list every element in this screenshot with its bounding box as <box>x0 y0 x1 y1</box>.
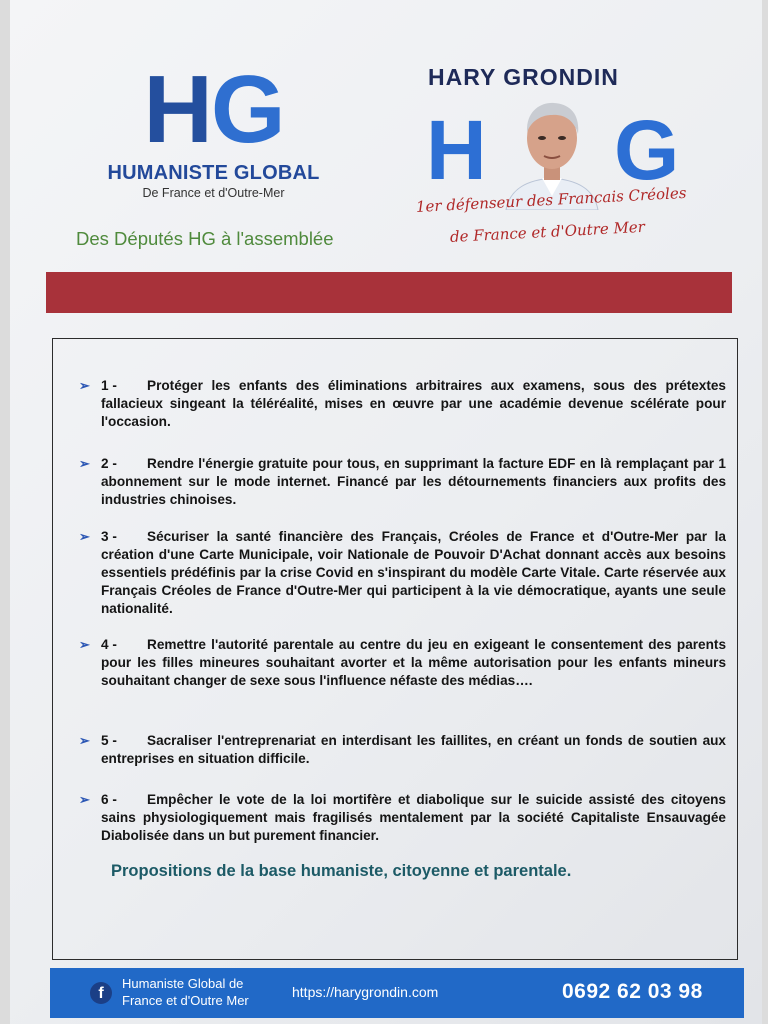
proposition-number: 5 - <box>101 733 117 748</box>
candidate-letter-g: G <box>614 103 680 197</box>
red-divider-band <box>46 272 732 313</box>
proposition-5 <box>79 732 726 768</box>
arrow-bullet-icon: ➢ <box>79 529 90 544</box>
proposition-text: Empêcher le vote de la loi mortifère et diabolique sur le suicide assisté des citoyens sains physiologiquement mais fragilisés mentalement par la société Capitaliste Ensauvagée Diabolisée dans un but purement financier. <box>101 792 726 843</box>
proposition-text: Protéger les enfants des éliminations arbitraires aux examens, sous des prétextes fallacieux singeant la téléréalité, mises en œuvre par une académie devenue scélérate pour l'occasion. <box>101 378 726 429</box>
phone-number[interactable]: 0692 62 03 98 <box>562 980 703 1003</box>
arrow-bullet-icon: ➢ <box>79 637 90 652</box>
tagline-line-1: 1er défenseur des Francais Créoles <box>415 183 687 216</box>
flyer-sheet <box>10 0 762 1024</box>
hg-logo <box>106 56 321 200</box>
party-name: HUMANISTE GLOBAL <box>107 162 320 184</box>
facebook-page-label[interactable] <box>122 975 249 1009</box>
arrow-bullet-icon: ➢ <box>79 792 90 807</box>
proposition-text: Sécuriser la santé financière des Français, Créoles de France et d'Outre-Mer par la création d'une Carte Municipale, voir Nationale de Pouvoir D'Achat donnant accès aux besoins essentiels prédéfinis par la crise Covid en s'inspirant du modèle Carte Vitale. Carte réservée aux Français Créoles de France d'Outre-Mer qui participent à la vie démocratique, ayants une seule nationalité. <box>101 529 726 616</box>
proposition-text: Remettre l'autorité parentale au centre du jeu en exigeant le consentement des parents pour les filles mineures souhaitant avorter et la même autorisation pour les enfants mineurs souhaitant changer de sexe sous l'influence néfaste des médias…. <box>101 637 726 688</box>
facebook-label-line-1: Humaniste Global de <box>122 976 244 991</box>
tagline-line-2: de France et d'Outre Mer <box>449 217 646 246</box>
arrow-bullet-icon: ➢ <box>79 378 90 393</box>
candidate-letter-h: H <box>426 103 487 197</box>
proposition-text: Sacraliser l'entreprenariat en interdisant les faillites, en créant un fonds de soutien aux entreprises en situation difficile. <box>101 733 726 766</box>
proposition-6 <box>79 791 726 845</box>
proposition-number: 2 - <box>101 456 117 471</box>
deputes-slogan: Des Députés HG à l'assemblée <box>76 228 334 249</box>
candidate-name: HARY GRONDIN <box>428 64 619 90</box>
proposition-text: Rendre l'énergie gratuite pour tous, en supprimant la facture EDF en là remplaçant par 1 abonnement sur le mode internet. Financé par les détournements financiers aux profits des industries chinoises. <box>101 456 726 507</box>
contact-bar <box>50 968 744 1018</box>
facebook-label-line-2: France et d'Outre Mer <box>122 993 249 1008</box>
proposition-3 <box>79 528 726 618</box>
closing-statement: Propositions de la base humaniste, citoyenne et parentale. <box>111 862 572 880</box>
proposition-number: 4 - <box>101 637 117 652</box>
website-link[interactable]: https://harygrondin.com <box>292 984 439 1000</box>
proposition-number: 3 - <box>101 529 117 544</box>
party-subtitle: De France et d'Outre-Mer <box>142 186 285 200</box>
proposition-4 <box>79 636 726 690</box>
hg-logo-letters <box>106 56 321 163</box>
proposition-1 <box>79 377 726 431</box>
proposition-number: 6 - <box>101 792 117 807</box>
arrow-bullet-icon: ➢ <box>79 456 90 471</box>
logo-letter-h: H <box>143 56 211 163</box>
facebook-icon[interactable]: f <box>90 982 112 1004</box>
arrow-bullet-icon: ➢ <box>79 733 90 748</box>
proposition-2 <box>79 455 726 509</box>
propositions-box <box>52 338 738 960</box>
proposition-number: 1 - <box>101 378 117 393</box>
logo-letter-g: G <box>210 56 284 163</box>
